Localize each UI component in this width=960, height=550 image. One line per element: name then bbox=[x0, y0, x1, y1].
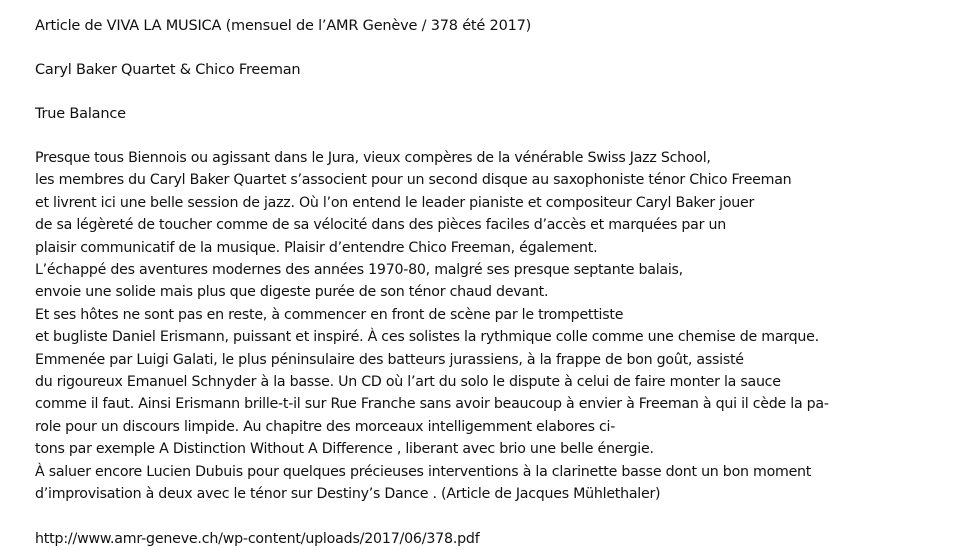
document bbox=[35, 15, 935, 550]
body-line: et livrent ici une belle session de jazz. Où l’on entend le leader pianiste et compositeur Caryl Baker jouer bbox=[35, 194, 755, 211]
source-link[interactable]: http://www.amr-geneve.ch/wp-content/uploads/2017/06/378.pdf bbox=[35, 530, 480, 547]
body-line: tons par exemple A Distinction Without A Difference , liberant avec brio une belle énergie. bbox=[35, 441, 654, 458]
body-line: de sa légèreté de toucher comme de sa vélocité dans des pièces faciles d’accès et marquées par un bbox=[35, 217, 726, 234]
body-line: Et ses hôtes ne sont pas en reste, à commencer en front de scène par le trompettiste bbox=[35, 306, 624, 323]
article-body bbox=[35, 147, 935, 506]
body-line: et bugliste Daniel Erismann, puissant et inspiré. À ces solistes la rythmique colle comme une chemise de marque. bbox=[35, 329, 819, 346]
body-line: Presque tous Biennois ou agissant dans le Jura, vieux compères de la vénérable Swiss Jazz School, bbox=[35, 150, 711, 166]
article-heading: Article de VIVA LA MUSICA (mensuel de l’AMR Genève / 378 été 2017) bbox=[35, 18, 532, 34]
article-subtitle: Caryl Baker Quartet & Chico Freeman bbox=[35, 62, 301, 78]
body-line: les membres du Caryl Baker Quartet s’associent pour un second disque au saxophoniste ténor Chico Freeman bbox=[35, 172, 792, 189]
body-line: envoie une solide mais plus que digeste purée de son ténor chaud devant. bbox=[35, 284, 549, 301]
article-title: True Balance bbox=[35, 106, 126, 122]
body-line: À saluer encore Lucien Dubuis pour quelques précieuses interventions à la clarinette basse dont un bon moment bbox=[35, 463, 812, 480]
body-line: plaisir communicatif de la musique. Plaisir d’entendre Chico Freeman, également. bbox=[35, 239, 598, 256]
body-line: L’échappé des aventures modernes des années 1970-80, malgré ses presque septante balais, bbox=[35, 262, 683, 279]
body-line: role pour un discours limpide. Au chapitre des morceaux intelligemment elabores ci- bbox=[35, 418, 616, 435]
body-line: Emmenée par Luigi Galati, le plus péninsulaire des batteurs jurassiens, à la frappe de bon goût, assisté bbox=[35, 351, 744, 368]
body-line: comme il faut. Ainsi Erismann brille-t-il sur Rue Franche sans avoir beaucoup à envier à Freeman à qui il cède la pa- bbox=[35, 396, 829, 413]
body-line: d’improvisation à deux avec le ténor sur Destiny’s Dance . (Article de Jacques Mühlethaler) bbox=[35, 486, 661, 503]
body-line: du rigoureux Emanuel Schnyder à la basse. Un CD où l’art du solo le dispute à celui de faire monter la sauce bbox=[35, 374, 781, 391]
